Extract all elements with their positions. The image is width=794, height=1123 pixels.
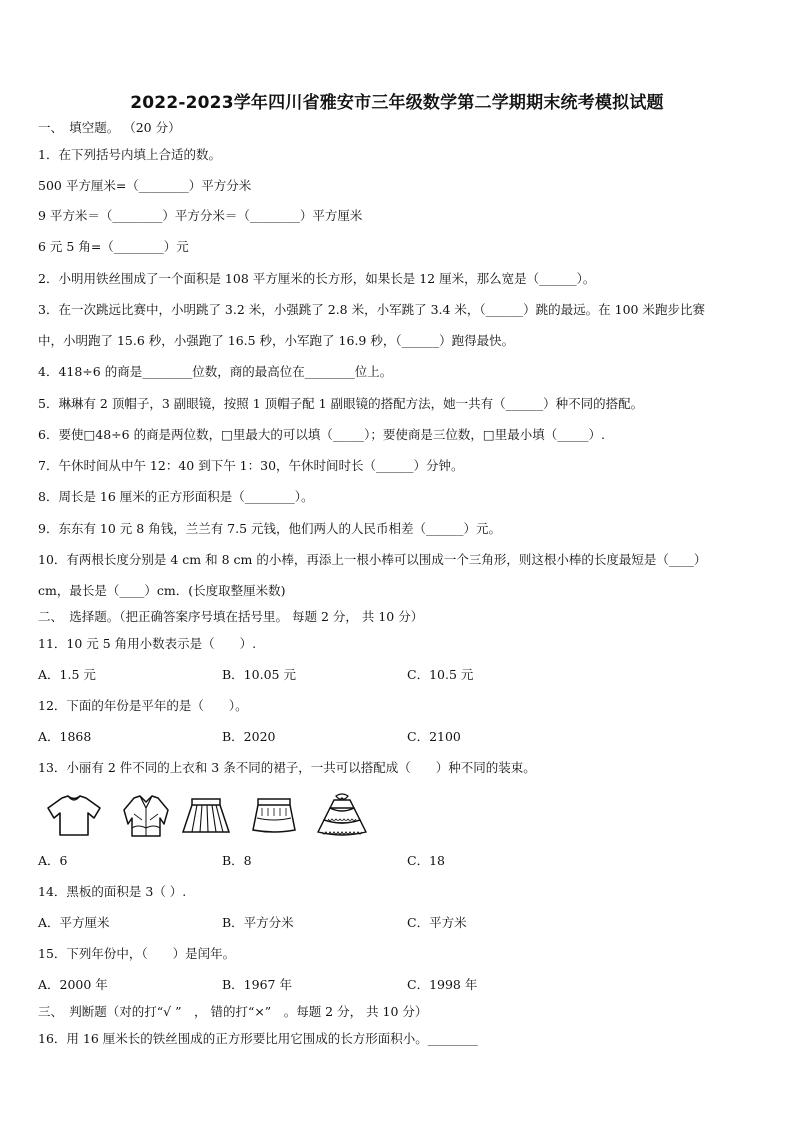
- blouse-icon: [118, 794, 174, 838]
- question-14-option-a: A．平方厘米: [38, 915, 110, 930]
- question-13: 13．小丽有 2 件不同的上衣和 3 条不同的裙子，一共可以搭配成（ ）种不同的装束。: [38, 760, 536, 775]
- question-3-line-1: 3．在一次跳远比赛中，小明跳了 3.2 米，小强跳了 2.8 米，小军跳了 3.4 米，（______）跳的最远。在 100 米跑步比赛: [38, 302, 705, 317]
- question-4: 4．418÷6 的商是________位数，商的最高位在________位上。: [38, 364, 393, 379]
- question-11: 11．10 元 5 角用小数表示是（ ）.: [38, 636, 257, 651]
- question-1-part-c: 6 元 5 角=（________）元: [38, 239, 189, 254]
- section-heading-choice: 二、 选择题。（把正确答案序号填在括号里。 每题 2 分， 共 10 分）: [38, 609, 424, 624]
- question-1-part-a: 500 平方厘米=（________）平方分米: [38, 178, 252, 193]
- question-2: 2．小明用铁丝围成了一个面积是 108 平方厘米的长方形，如果长是 12 厘米，那么宽是（______）。: [38, 271, 596, 286]
- question-13-option-c: C．18: [407, 853, 445, 868]
- question-11-option-c: C．10.5 元: [407, 667, 474, 682]
- question-14-option-c: C．平方米: [407, 915, 467, 930]
- question-12-option-a: A．1868: [38, 729, 92, 744]
- question-12-option-c: C．2100: [407, 729, 461, 744]
- question-11-option-b: B．10.05 元: [222, 667, 296, 682]
- question-14-option-b: B．平方分米: [222, 915, 294, 930]
- question-9: 9．东东有 10 元 8 角钱，兰兰有 7.5 元钱，他们两人的人民币相差（______）元。: [38, 521, 502, 536]
- question-6: 6．要使□48÷6 的商是两位数，□里最大的可以填（_____）；要使商是三位数，□里最小填（_____）.: [38, 427, 605, 442]
- section-heading-judge: 三、 判断题（对的打“√ ” ， 错的打“×” 。每题 2 分， 共 10 分）: [38, 1004, 428, 1019]
- question-15: 15．下列年份中，（ ）是闰年。: [38, 946, 236, 961]
- question-7: 7．午休时间从中午 12：40 到下午 1：30，午休时间时长（______）分钟。: [38, 458, 464, 473]
- question-14: 14．黑板的面积是 3（ ）.: [38, 884, 187, 899]
- skirt-icon: [248, 796, 300, 836]
- shirt-icon: [44, 794, 104, 838]
- question-13-option-b: B．8: [222, 853, 252, 868]
- question-13-option-a: A．6: [38, 853, 68, 868]
- pleated-skirt-icon: [180, 796, 232, 836]
- question-15-option-a: A．2000 年: [38, 977, 108, 992]
- question-15-option-c: C．1998 年: [407, 977, 478, 992]
- question-1-part-b: 9 平方米＝（________）平方分米＝（________）平方厘米: [38, 208, 363, 223]
- question-8: 8．周长是 16 厘米的正方形面积是（________）。: [38, 489, 314, 504]
- question-1: 1．在下列括号内填上合适的数。: [38, 147, 221, 162]
- question-11-option-a: A．1.5 元: [38, 667, 96, 682]
- page-title: 2022-2023学年四川省雅安市三年级数学第二学期期末统考模拟试题: [130, 93, 664, 113]
- question-12: 12．下面的年份是平年的是（ ）。: [38, 698, 248, 713]
- question-16: 16．用 16 厘米长的铁丝围成的正方形要比用它围成的长方形面积小。________: [38, 1031, 478, 1046]
- question-12-option-b: B．2020: [222, 729, 276, 744]
- question-15-option-b: B．1967 年: [222, 977, 292, 992]
- question-10-line-1: 10．有两根长度分别是 4 cm 和 8 cm 的小棒，再添上一根小棒可以围成一个三角形，则这根小棒的长度最短是（____）: [38, 552, 707, 567]
- section-heading-fill-in: 一、 填空题。 （20 分）: [38, 120, 181, 135]
- ruffled-skirt-icon: [314, 792, 370, 838]
- question-5: 5．琳琳有 2 顶帽子，3 副眼镜，按照 1 顶帽子配 1 副眼镜的搭配方法，她一共有（______）种不同的搭配。: [38, 396, 644, 411]
- question-10-line-2: cm，最长是（____）cm．(长度取整厘米数): [38, 583, 286, 598]
- question-3-line-2: 中，小明跑了 15.6 秒，小强跑了 16.5 秒，小军跑了 16.9 秒，（______）跑得最快。: [38, 333, 515, 348]
